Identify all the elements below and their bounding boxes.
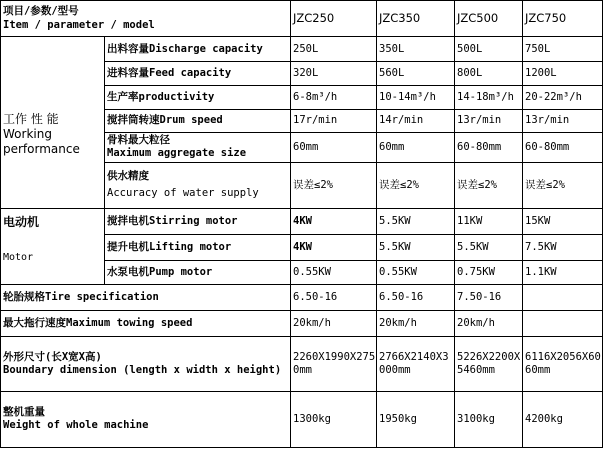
model-3: JZC500 [455,1,523,37]
model-1: JZC250 [291,1,377,37]
cell-value: 误差≤2% [291,162,377,208]
cell-value: 误差≤2% [455,162,523,208]
row-label-en: Boundary dimension (length x width x height) [3,364,282,377]
cell-value: 750L [523,37,603,62]
row-label: 轮胎规格Tire specification [1,285,291,311]
cell-value: 800L [455,62,523,86]
cell-value: 500L [455,37,523,62]
header-label-cn: 项目/参数/型号 [3,5,79,18]
cell-value: 6.50-16 [377,285,455,311]
cell-value: 13r/min [523,110,603,132]
header-row [1,1,603,37]
row-label: 提升电机Lifting motor [105,234,291,260]
cell-value: 20km/h [291,311,377,337]
row-label-en: Maximum aggregate size [107,147,247,160]
group-motor [1,208,105,284]
cell-value: 10-14m³/h [377,86,455,110]
cell-value: 20-22m³/h [523,86,603,110]
group-working-performance [1,62,105,209]
cell-value: 1200L [523,62,603,86]
cell-value: 14-18m³/h [455,86,523,110]
table-row [1,285,603,311]
row-label-cell [105,162,291,208]
cell-value [523,311,603,337]
cell-value: 17r/min [291,110,377,132]
cell-value: 4KW [291,234,377,260]
cell-value: 6.50-16 [291,285,377,311]
cell-value: 5.5KW [455,234,523,260]
cell-value: 15KW [523,208,603,234]
cell-value: 250L [291,37,377,62]
row-label-cell [1,337,291,391]
cell-value: 0.75KW [455,261,523,285]
cell-value: 5.5KW [377,234,455,260]
cell-value: 0.55KW [291,261,377,285]
cell-value: 11KW [455,208,523,234]
cell-value: 60mm [291,132,377,162]
cell-value: 560L [377,62,455,86]
blank-group-cell [1,37,105,62]
cell-value: 2766X2140X3000mm [377,337,455,391]
row-label: 整机重量 [3,406,45,419]
cell-value: 350L [377,37,455,62]
row-label: 外形尺寸(长X宽X高) [3,350,102,363]
cell-value: 6116X2056X6060mm [523,337,603,391]
group-working-cn: 工作 性 能 [3,112,59,127]
table-row [1,37,603,62]
cell-value: 5.5KW [377,208,455,234]
cell-value: 3100kg [455,391,523,447]
row-label: 最大拖行速度Maximum towing speed [1,311,291,337]
cell-value: 1300kg [291,391,377,447]
header-label-en: Item / parameter / model [3,18,155,31]
row-label: 搅拌筒转速Drum speed [105,110,291,132]
cell-value: 0.55KW [377,261,455,285]
row-label: 供水精度 [107,170,149,183]
table-row [1,311,603,337]
group-working-en2: performance [3,142,80,157]
table-row [1,391,603,447]
row-label: 骨料最大粒径 [107,133,170,146]
cell-value: 7.50-16 [455,285,523,311]
group-motor-cn: 电动机 [3,214,40,229]
table-row [1,337,603,391]
group-motor-en: Motor [3,251,34,263]
cell-value [523,285,603,311]
cell-value: 60-80mm [455,132,523,162]
cell-value: 2260X1990X2750mm [291,337,377,391]
row-label-cell [1,391,291,447]
model-2: JZC350 [377,1,455,37]
cell-value: 14r/min [377,110,455,132]
cell-value: 20km/h [377,311,455,337]
table-row [1,208,603,234]
row-label-cell [105,132,291,162]
row-label: 搅拌电机Stirring motor [105,208,291,234]
cell-value: 5226X2200X5460mm [455,337,523,391]
group-working-en1: Working [3,127,52,142]
cell-value: 1950kg [377,391,455,447]
cell-value: 7.5KW [523,234,603,260]
model-4: JZC750 [523,1,603,37]
row-label-en: Weight of whole machine [3,419,149,432]
cell-value: 60mm [377,132,455,162]
cell-value: 6-8m³/h [291,86,377,110]
cell-value: 4200kg [523,391,603,447]
cell-value: 20km/h [455,311,523,337]
row-label: 水泵电机Pump motor [105,261,291,285]
row-label: 出料容量Discharge capacity [105,37,291,62]
row-label-en: Accuracy of water supply [107,187,259,200]
cell-value: 误差≤2% [377,162,455,208]
cell-value: 60-80mm [523,132,603,162]
header-label-cell [1,1,291,37]
row-label: 进料容量Feed capacity [105,62,291,86]
cell-value: 误差≤2% [523,162,603,208]
cell-value: 4KW [291,208,377,234]
cell-value: 1.1KW [523,261,603,285]
cell-value: 13r/min [455,110,523,132]
row-label: 生产率productivity [105,86,291,110]
cell-value: 320L [291,62,377,86]
table-row [1,62,603,86]
